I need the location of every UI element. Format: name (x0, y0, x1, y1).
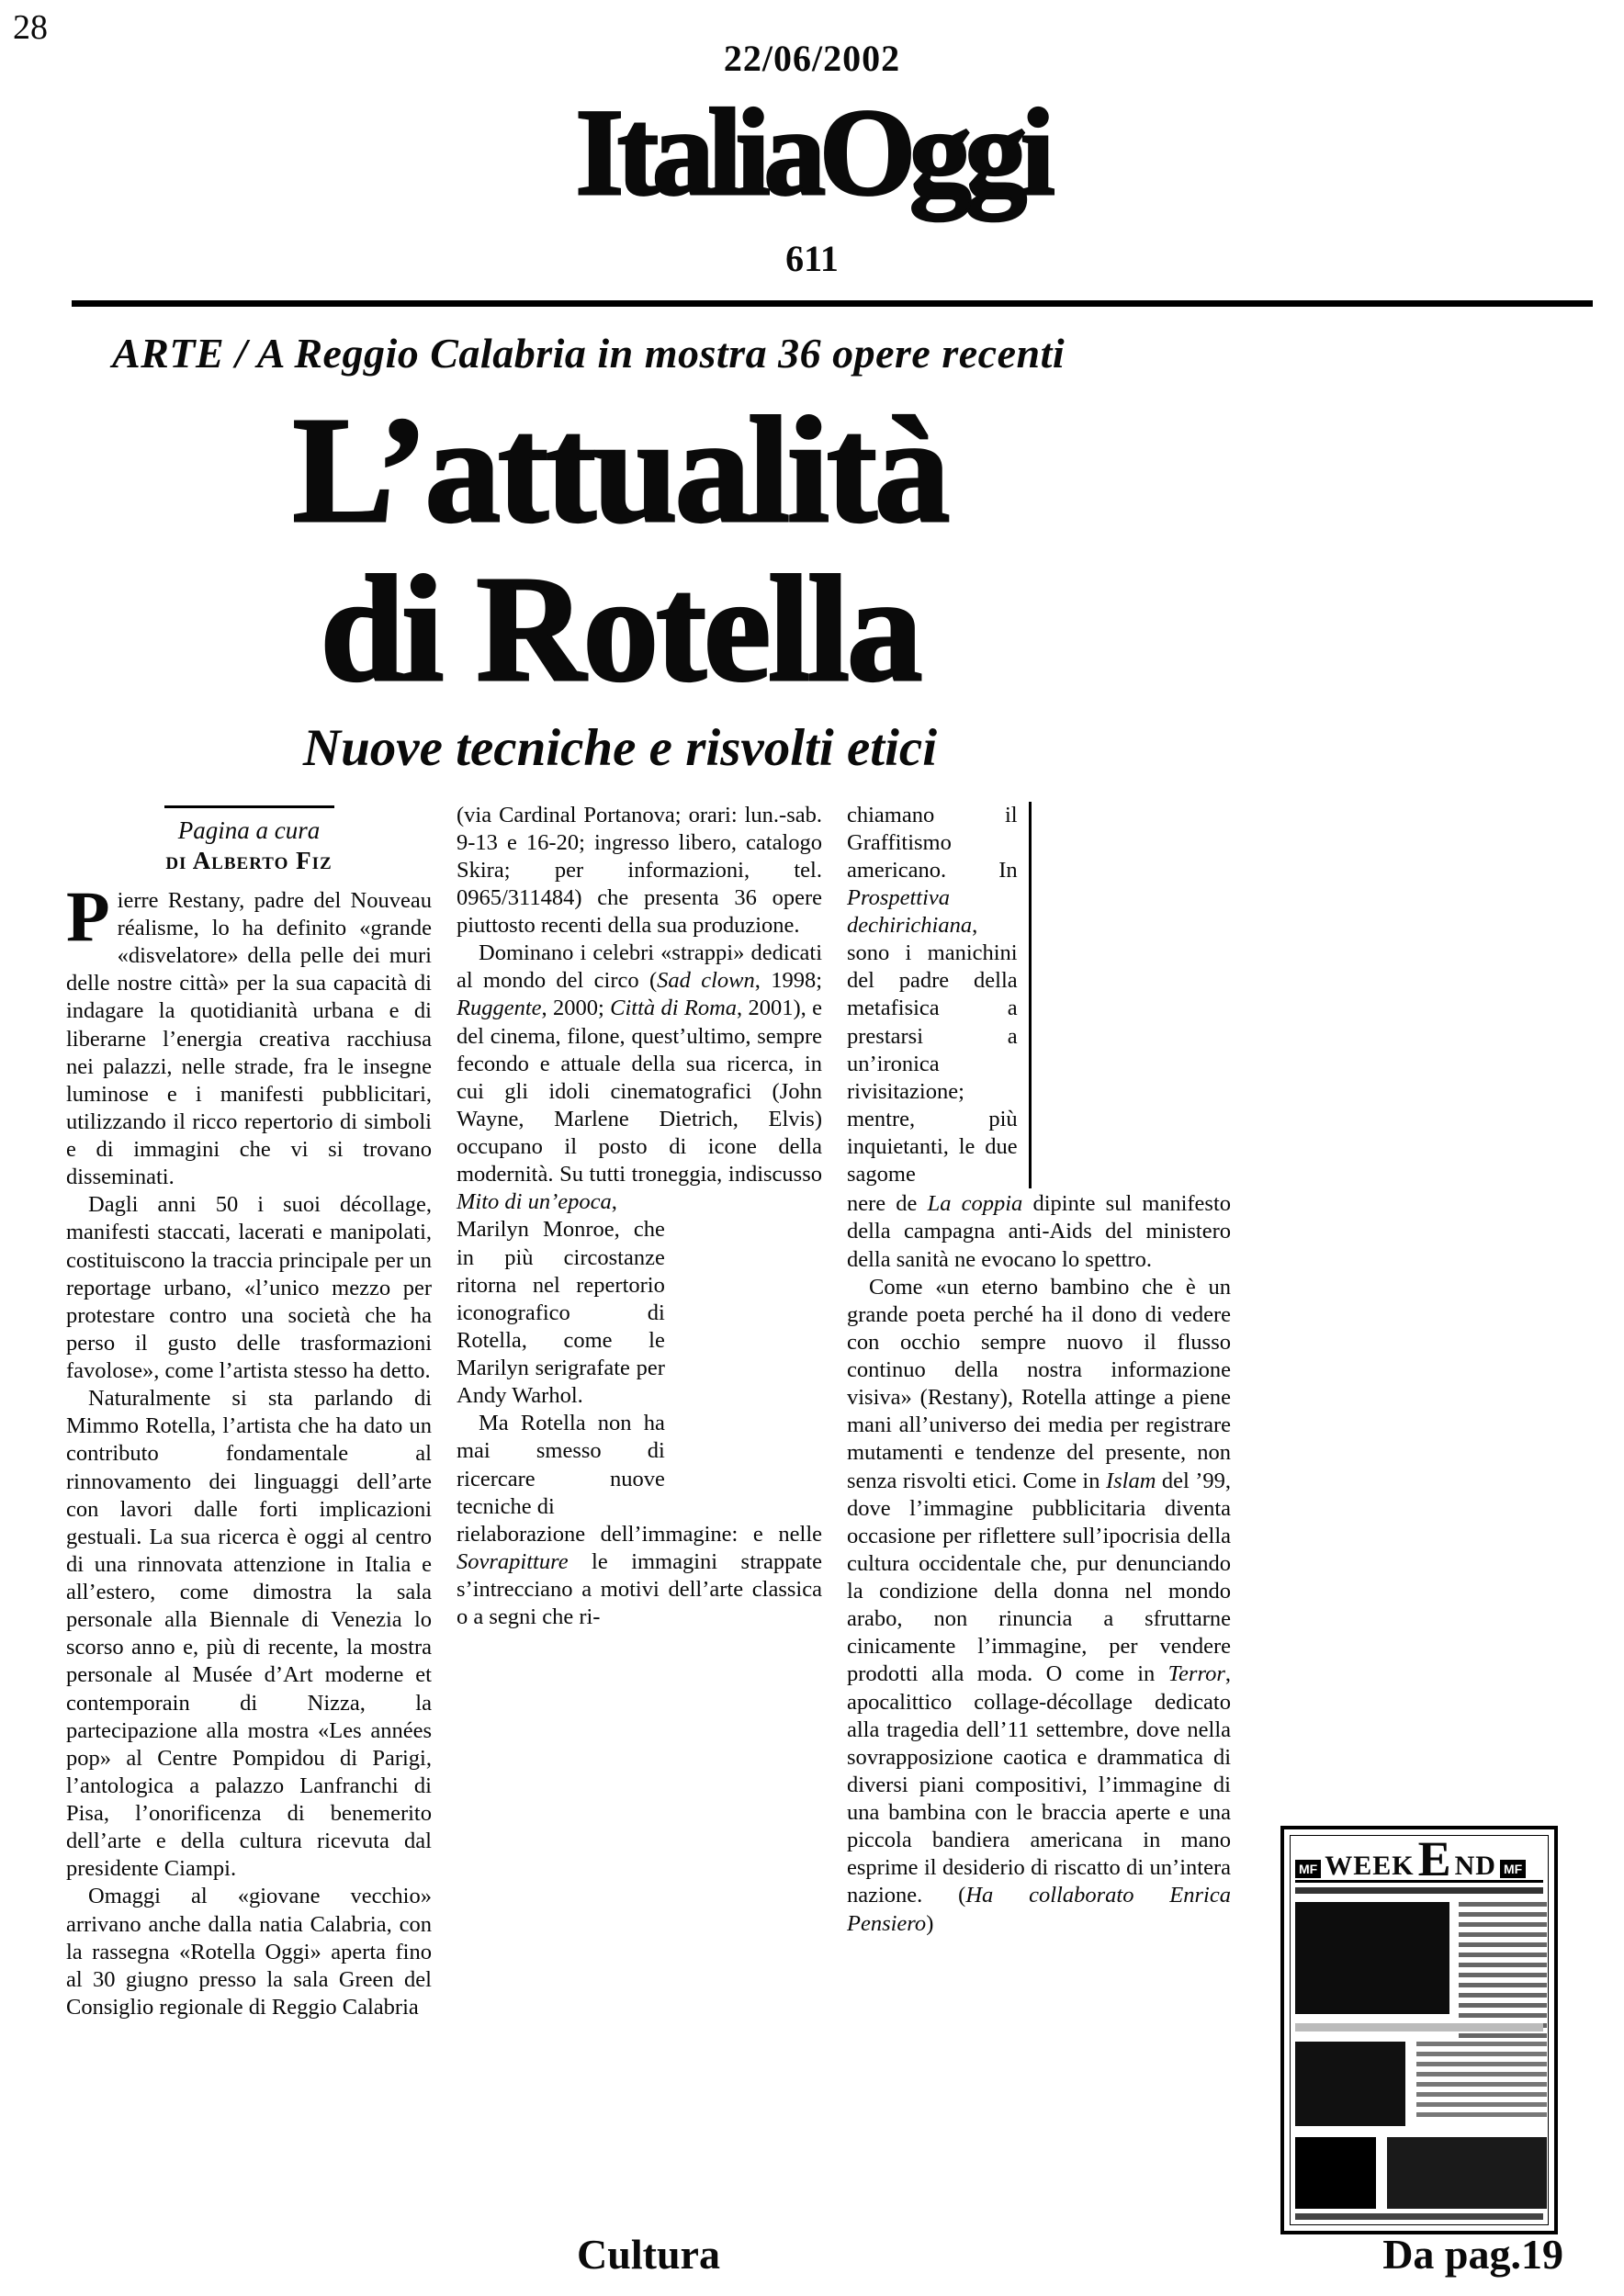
article-paragraph: Come «un eterno bambino che è un grande poeta perché ha il dono di vedere con occhio sempre nuovo il flusso continuo della nostra informazione visiva» (Restany), Rotella attinge a piene mani all’universo dei media per registrare mutamenti e tendenze del presente, non senza risvolti etici. Come in Islam del ’99, dove l’immagine pubblicitaria diventa occasione per riflettere sull’ipocrisia della cultura occidentale che, pur denunciando la condizione della donna nel mondo arabo, non rinuncia a sfruttarne cinicamente l’immagine, per vendere prodotti alla moda. O come in Terror, apocalittico collage-décollage dedicato alla tragedia dell’11 settembre, dove nella sovrapposizione caotica e drammatica di diversi piani compositivi, l’immagine di una bambina con le braccia aperte e una piccola bandiera americana in mano esprime il desiderio di riscatto di un’intera nazione. (Ha collaborato Enrica Pensiero) (847, 1274, 1231, 1936)
article-paragraph: nere de La coppia dipinte sul manifesto della campagna anti-Aids del ministero della sanità ne evocano lo spettro. (847, 1191, 1231, 1272)
subheadline: Nuove tecniche e risvolti etici (302, 718, 938, 777)
thumbnail-headline-bar (1295, 1887, 1543, 1894)
thumbnail-content (1295, 1887, 1543, 2221)
header-rule (72, 300, 1593, 307)
article-paragraph-sidebar: chiamano il Graffitismo americano. In Prospettiva dechirichiana, sono i manichini del padre della metafisica a prestarsi a un’ironica rivisitazione; mentre, più inquietanti, le due sagome (847, 802, 1032, 1189)
body-column-1 (66, 802, 432, 2212)
byline-block (66, 805, 432, 876)
thumbnail-masthead (1295, 1831, 1543, 1886)
kicker: ARTE / A Reggio Calabria in mostra 36 opere recenti (112, 330, 1066, 377)
weekend-title-big-e: E (1417, 1831, 1451, 1886)
headline-line-1: L’attualità (292, 386, 948, 554)
issue-date: 22/06/2002 (723, 38, 901, 79)
masthead-block (50, 0, 1574, 280)
mf-logo-left: MF (1295, 1860, 1321, 1878)
thumbnail-photo-block (1387, 2137, 1547, 2209)
article-paragraph: Naturalmente si sta parlando di Mimmo Rotella, l’artista che ha dato un contributo fondamentale al rinnovamento dei linguaggi dell’arte con lavori dalle forti implicazioni gestuali. La sua ricerca è oggi al centro di una rinnovata attenzione in Italia e all’estero, come dimostra la sala personale alla Biennale di Venezia lo scorso anno e, più di recente, la mostra personale al Musée d’Art moderne et contemporain di Nizza, la partecipazione alla mostra «Les années pop» al Centre Pompidou di Parigi, l’antologica a palazzo Lanfranchi di Pisa, l’onorificenza di benemerito dell’arte e della cultura ricevuta dal presidente Ciampi. (66, 1386, 432, 1882)
article-paragraph: Dagli anni 50 i suoi décollage, manifesti staccati, lacerati e manipolati, costituiscono la traccia principale per un reportage urbano, «l’unico mezzo per protestare contro una società che ha perso il gusto delle trasformazioni favolose», come l’artista stesso ha detto. (66, 1192, 432, 1384)
thumbnail-photo-block (1295, 1902, 1449, 2014)
mf-logo-right: MF (1500, 1860, 1526, 1878)
lead-text: ierre Restany, padre del Nouveau réalisme, lo ha definito «grande «disvelatore» della pelle dei muri delle nostre città» per la sua capacità di indagare la quotidianità urbana e di liberarne l’energia creativa racchiusa nei palazzi, nelle strade, fra le insegne luminose e i manifesti pubblicitari, utilizzando il ricco repertorio di simboli e di immagini che vi si trovano disseminati. (66, 887, 432, 1190)
weekend-supplement-thumbnail (1280, 1826, 1558, 2234)
weekend-title-part2: ND (1454, 1850, 1496, 1881)
byline-author: di Alberto Fiz (165, 846, 333, 874)
headline (83, 386, 1157, 714)
article-paragraph: Omaggi al «giovane vecchio» arrivano anche dalla natia Calabria, con la rassegna «Rotella Oggi» aperta fino al 30 giugno presso la sala Green del Consiglio regionale di Reggio Calabria (66, 1884, 432, 2020)
byline-rule (164, 805, 334, 808)
thumbnail-footer-bar (1295, 2213, 1543, 2220)
article-paragraph-narrow: Ma Rotella non ha mai smesso di ricercare nuove tecniche di (457, 1411, 665, 1519)
body-column-2 (457, 802, 822, 2212)
page-reference-footer: Da pag.19 (1382, 2231, 1563, 2278)
article-body (66, 802, 1231, 2212)
page-number: 28 (13, 8, 48, 47)
drop-cap: P (66, 875, 110, 956)
article-paragraph: (via Cardinal Portanova; orari: lun.-sab. 9-13 e 16-20; ingresso libero, catalogo Skira; per informazioni, tel. 0965/311484) che presenta 36 opere piuttosto recenti della sua produzione. (457, 802, 822, 938)
thumbnail-page (1290, 1831, 1549, 2225)
headline-line-2: di Rotella (320, 545, 920, 714)
issue-number: 611 (785, 238, 839, 279)
article-paragraph: rielaborazione dell’immagine: e nelle Sovrapitture le immagini strappate s’intrecciano a motivi dell’arte classica o a segni che ri- (457, 1521, 822, 1630)
article-paragraph: Dominano i celebri «strappi» dedicati al mondo del circo (Sad clown, 1998; Ruggente, 2000; Città di Roma, 2001), e del cinema, filone, quest’ultimo, sempre fecondo e attuale della sua ricerca, in cui gli idoli cinematografici (John Wayne, Marlene Dietrich, Elvis) occupano il posto di icone della modernità. Su tutti troneggia, indiscusso Mito di un’epoca, (457, 940, 822, 1215)
masthead-logo: ItaliaOggi (575, 84, 1049, 221)
article-paragraph-narrow: Marilyn Monroe, che in più circostanze ritorna nel repertorio iconografico di Rotella, come le Marilyn serigrafate per Andy Warhol. (457, 1217, 665, 1409)
thumbnail-text-lines (1459, 1902, 1547, 2043)
body-column-3 (847, 802, 1231, 2212)
section-footer-label: Cultura (577, 2231, 720, 2278)
thumbnail-text-lines (1416, 2042, 1547, 2122)
article-paragraph-lead (66, 875, 432, 1191)
weekend-title-part1: WEEK (1325, 1850, 1415, 1881)
byline-label: Pagina a cura (177, 816, 321, 844)
thumbnail-photo-block (1295, 2137, 1376, 2209)
thumbnail-photo-block (1295, 2042, 1405, 2126)
thumbnail-section-bar (1295, 2023, 1543, 2032)
